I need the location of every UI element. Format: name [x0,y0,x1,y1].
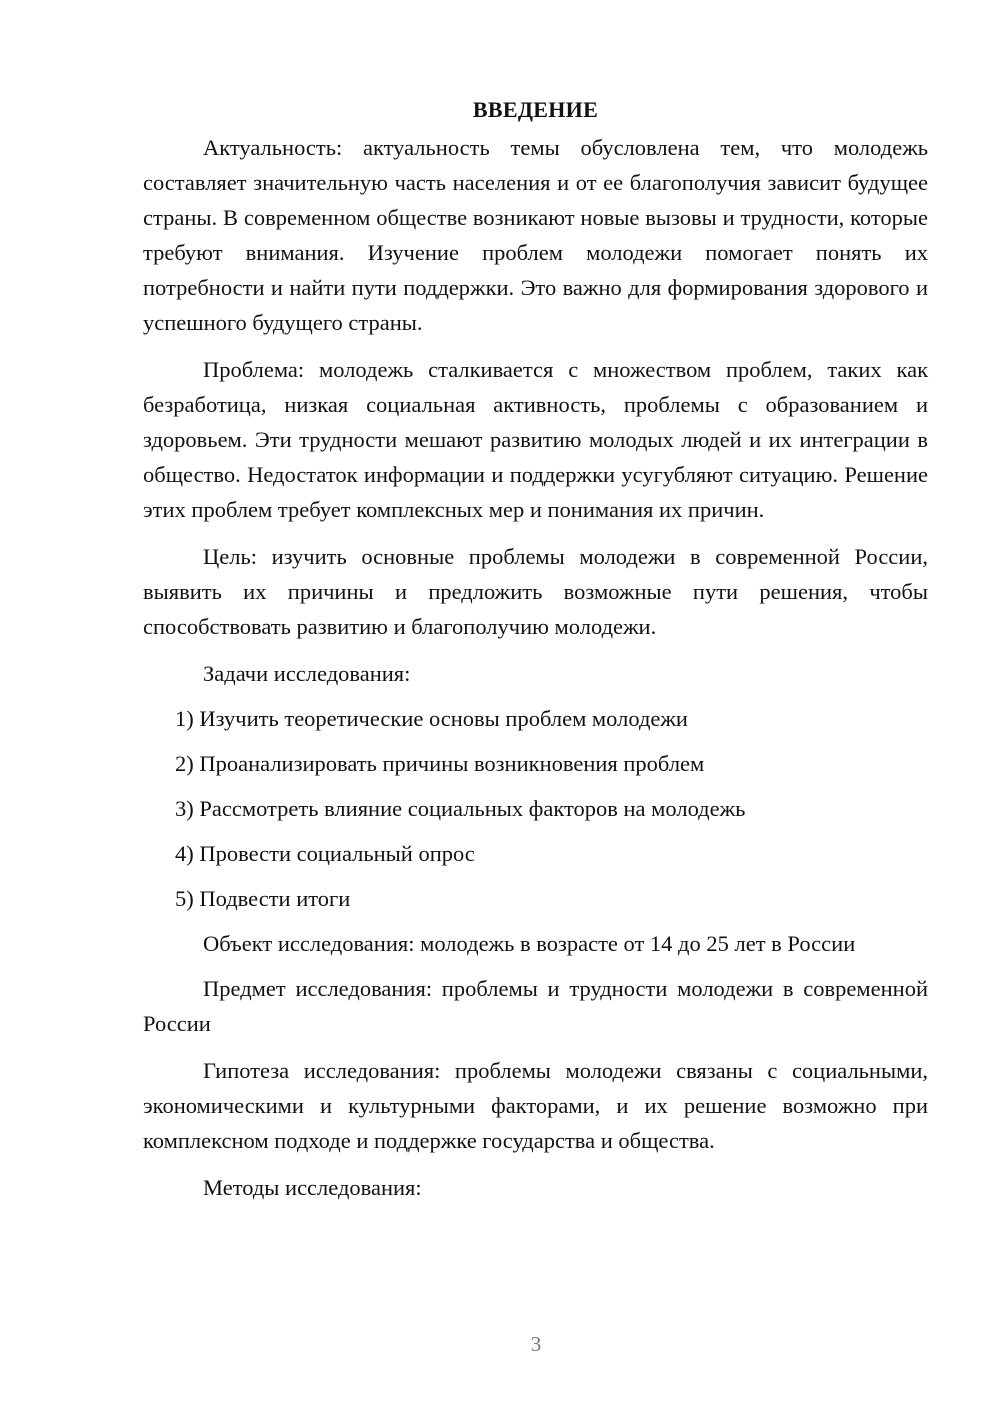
section-title: ВВЕДЕНИЕ [472,97,599,122]
page-number: 3 [530,1332,542,1356]
tasks-list [143,701,928,916]
methods-heading: Методы исследования: [203,1175,422,1200]
problem-paragraph: Проблема: молодежь сталкивается с множеством проблем, таких как безработица, низкая социальная активность, проблемы с образованием и здоровьем. Эти трудности мешают развитию молодых людей и их интеграции в общество. Недостаток информации и поддержки усугубляют ситуацию. Решение этих проблем требует комплексных мер и понимания их причин. [143,357,928,522]
hypothesis-paragraph: Гипотеза исследования: проблемы молодежи связаны с социальными, экономическими и культурными факторами, и их решение возможно при комплексном подходе и поддержке государства и общества. [143,1058,928,1153]
task-item-2: 2) Проанализировать причины возникновения проблем [175,751,705,776]
tasks-heading: Задачи исследования: [203,661,411,686]
object-paragraph: Объект исследования: молодежь в возрасте от 14 до 25 лет в России [203,931,856,956]
task-item-4: 4) Провести социальный опрос [175,841,475,866]
task-item-3: 3) Рассмотреть влияние социальных факторов на молодежь [175,796,746,821]
relevance-paragraph: Актуальность: актуальность темы обусловлена тем, что молодежь составляет значительную часть населения и от ее благополучия зависит будущее страны. В современном обществе возникают новые вызовы и трудности, которые требуют внимания. Изучение проблем молодежи помогает понять их потребности и найти пути поддержки. Это важно для формирования здорового и успешного будущего страны. [143,135,928,335]
task-item-5: 5) Подвести итоги [175,886,351,911]
page-content [143,92,928,1215]
subject-paragraph: Предмет исследования: проблемы и трудности молодежи в современной России [143,976,928,1036]
task-item-1: 1) Изучить теоретические основы проблем молодежи [175,706,688,731]
goal-paragraph: Цель: изучить основные проблемы молодежи в современной России, выявить их причины и предложить возможные пути решения, чтобы способствовать развитию и благополучию молодежи. [143,544,928,639]
